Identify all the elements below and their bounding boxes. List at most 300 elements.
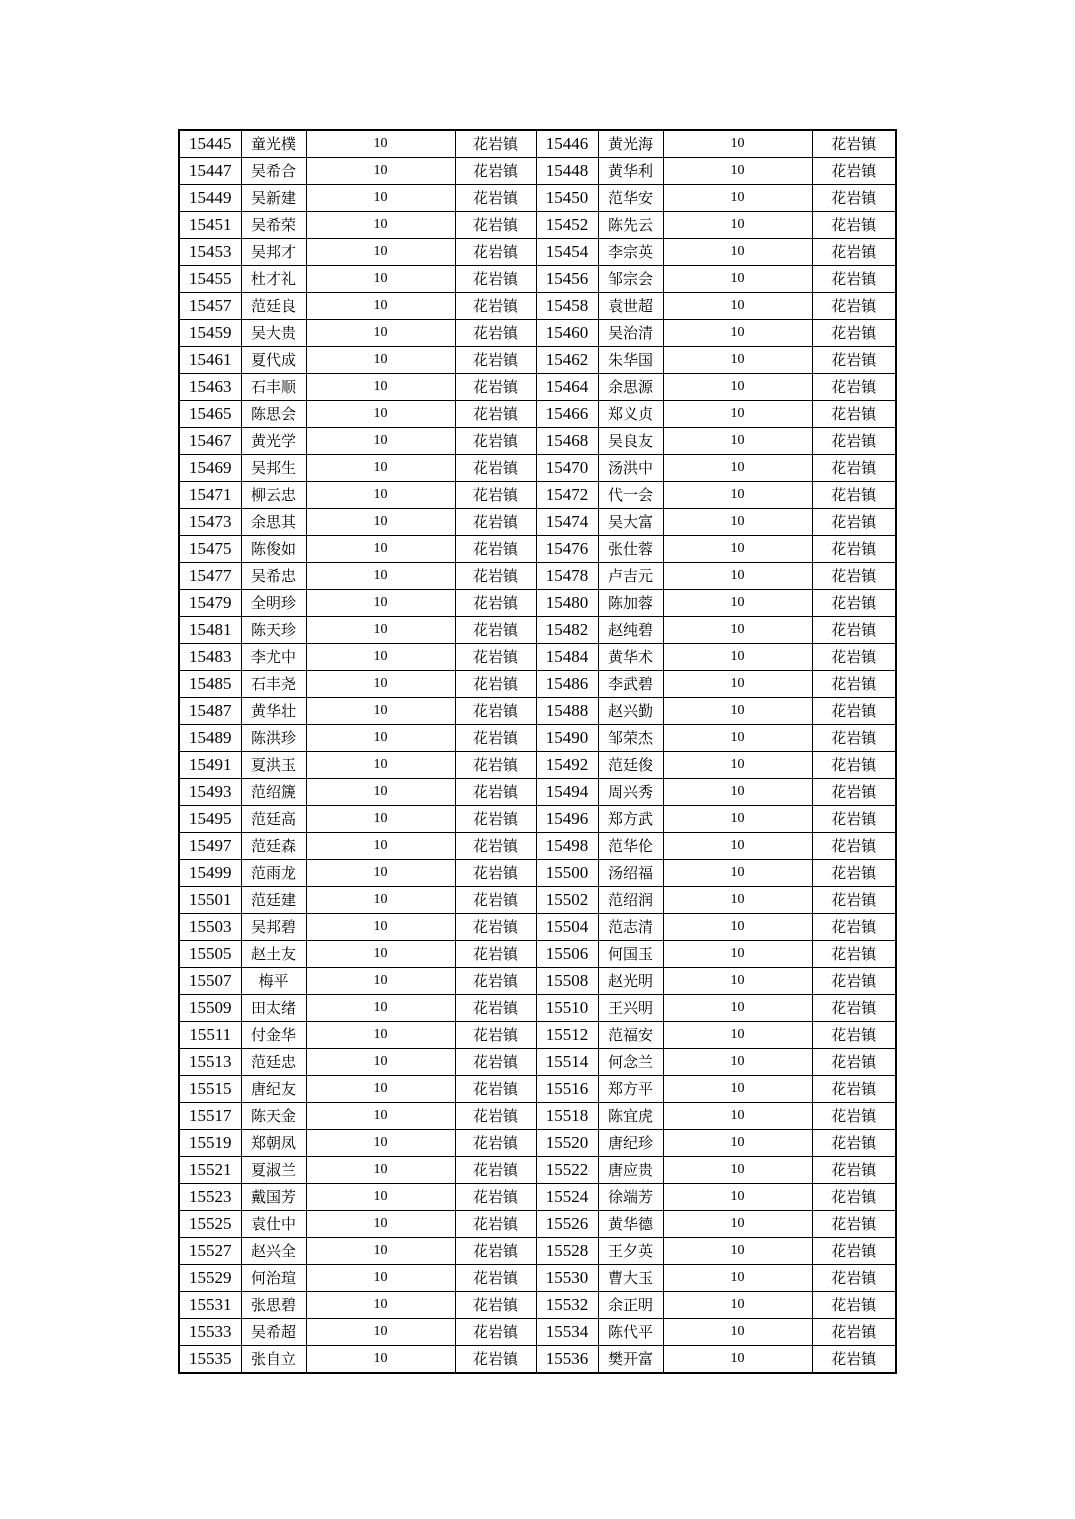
left-amount-cell: 10 — [306, 1211, 455, 1238]
right-name-cell: 黄光海 — [598, 130, 663, 158]
right-amount-cell: 10 — [663, 428, 812, 455]
right-town-cell: 花岩镇 — [812, 130, 896, 158]
right-name-cell: 赵纯碧 — [598, 617, 663, 644]
left-amount-cell: 10 — [306, 752, 455, 779]
right-amount-cell: 10 — [663, 1238, 812, 1265]
left-amount-cell: 10 — [306, 212, 455, 239]
left-town-cell: 花岩镇 — [455, 644, 536, 671]
table-row — [179, 860, 896, 887]
right-amount-cell: 10 — [663, 1292, 812, 1319]
right-id-cell: 15498 — [536, 833, 598, 860]
left-name-cell: 吴希超 — [241, 1319, 306, 1346]
left-town-cell: 花岩镇 — [455, 266, 536, 293]
right-town-cell: 花岩镇 — [812, 1022, 896, 1049]
right-amount-cell: 10 — [663, 806, 812, 833]
right-id-cell: 15500 — [536, 860, 598, 887]
right-amount-cell: 10 — [663, 1103, 812, 1130]
right-name-cell: 李宗英 — [598, 239, 663, 266]
table-row — [179, 833, 896, 860]
left-id-cell: 15505 — [179, 941, 241, 968]
right-amount-cell: 10 — [663, 509, 812, 536]
right-town-cell: 花岩镇 — [812, 1319, 896, 1346]
right-amount-cell: 10 — [663, 158, 812, 185]
right-town-cell: 花岩镇 — [812, 860, 896, 887]
right-amount-cell: 10 — [663, 860, 812, 887]
right-amount-cell: 10 — [663, 968, 812, 995]
right-name-cell: 卢吉元 — [598, 563, 663, 590]
right-town-cell: 花岩镇 — [812, 293, 896, 320]
left-town-cell: 花岩镇 — [455, 860, 536, 887]
table-row — [179, 806, 896, 833]
table-row — [179, 1130, 896, 1157]
left-amount-cell: 10 — [306, 617, 455, 644]
left-amount-cell: 10 — [306, 158, 455, 185]
right-id-cell: 15518 — [536, 1103, 598, 1130]
left-town-cell: 花岩镇 — [455, 401, 536, 428]
left-name-cell: 张自立 — [241, 1346, 306, 1374]
left-amount-cell: 10 — [306, 185, 455, 212]
roster-table-body — [179, 130, 896, 1373]
left-name-cell: 赵兴全 — [241, 1238, 306, 1265]
right-town-cell: 花岩镇 — [812, 158, 896, 185]
right-id-cell: 15470 — [536, 455, 598, 482]
right-town-cell: 花岩镇 — [812, 806, 896, 833]
right-town-cell: 花岩镇 — [812, 482, 896, 509]
left-town-cell: 花岩镇 — [455, 1292, 536, 1319]
left-name-cell: 范廷建 — [241, 887, 306, 914]
right-town-cell: 花岩镇 — [812, 239, 896, 266]
left-amount-cell: 10 — [306, 644, 455, 671]
left-name-cell: 柳云忠 — [241, 482, 306, 509]
right-town-cell: 花岩镇 — [812, 1238, 896, 1265]
left-id-cell: 15473 — [179, 509, 241, 536]
left-town-cell: 花岩镇 — [455, 779, 536, 806]
left-name-cell: 张思碧 — [241, 1292, 306, 1319]
table-row — [179, 185, 896, 212]
left-name-cell: 石丰顺 — [241, 374, 306, 401]
right-id-cell: 15488 — [536, 698, 598, 725]
left-amount-cell: 10 — [306, 1319, 455, 1346]
right-town-cell: 花岩镇 — [812, 1346, 896, 1374]
right-name-cell: 余思源 — [598, 374, 663, 401]
right-amount-cell: 10 — [663, 617, 812, 644]
left-name-cell: 吴希合 — [241, 158, 306, 185]
right-amount-cell: 10 — [663, 590, 812, 617]
left-amount-cell: 10 — [306, 320, 455, 347]
table-row — [179, 320, 896, 347]
left-amount-cell: 10 — [306, 482, 455, 509]
right-town-cell: 花岩镇 — [812, 941, 896, 968]
left-id-cell: 15529 — [179, 1265, 241, 1292]
right-name-cell: 赵兴勤 — [598, 698, 663, 725]
left-id-cell: 15535 — [179, 1346, 241, 1374]
right-name-cell: 汤洪中 — [598, 455, 663, 482]
left-town-cell: 花岩镇 — [455, 1049, 536, 1076]
left-name-cell: 吴邦生 — [241, 455, 306, 482]
right-name-cell: 何念兰 — [598, 1049, 663, 1076]
right-name-cell: 李武碧 — [598, 671, 663, 698]
left-town-cell: 花岩镇 — [455, 1076, 536, 1103]
right-name-cell: 范廷俊 — [598, 752, 663, 779]
left-name-cell: 何治瑄 — [241, 1265, 306, 1292]
right-amount-cell: 10 — [663, 374, 812, 401]
left-amount-cell: 10 — [306, 860, 455, 887]
right-town-cell: 花岩镇 — [812, 1076, 896, 1103]
left-id-cell: 15493 — [179, 779, 241, 806]
left-name-cell: 付金华 — [241, 1022, 306, 1049]
table-row — [179, 482, 896, 509]
right-amount-cell: 10 — [663, 1076, 812, 1103]
right-name-cell: 朱华国 — [598, 347, 663, 374]
right-town-cell: 花岩镇 — [812, 455, 896, 482]
left-amount-cell: 10 — [306, 995, 455, 1022]
right-id-cell: 15458 — [536, 293, 598, 320]
right-id-cell: 15508 — [536, 968, 598, 995]
left-town-cell: 花岩镇 — [455, 887, 536, 914]
right-town-cell: 花岩镇 — [812, 914, 896, 941]
table-row — [179, 671, 896, 698]
right-amount-cell: 10 — [663, 1346, 812, 1374]
right-name-cell: 范华伦 — [598, 833, 663, 860]
left-name-cell: 吴大贵 — [241, 320, 306, 347]
right-amount-cell: 10 — [663, 1049, 812, 1076]
left-id-cell: 15457 — [179, 293, 241, 320]
left-town-cell: 花岩镇 — [455, 1157, 536, 1184]
left-town-cell: 花岩镇 — [455, 698, 536, 725]
right-name-cell: 范志清 — [598, 914, 663, 941]
left-id-cell: 15453 — [179, 239, 241, 266]
right-id-cell: 15480 — [536, 590, 598, 617]
table-row — [179, 347, 896, 374]
right-name-cell: 邹荣杰 — [598, 725, 663, 752]
right-town-cell: 花岩镇 — [812, 968, 896, 995]
left-id-cell: 15519 — [179, 1130, 241, 1157]
left-id-cell: 15517 — [179, 1103, 241, 1130]
right-id-cell: 15462 — [536, 347, 598, 374]
left-amount-cell: 10 — [306, 806, 455, 833]
right-id-cell: 15512 — [536, 1022, 598, 1049]
left-id-cell: 15467 — [179, 428, 241, 455]
left-id-cell: 15455 — [179, 266, 241, 293]
left-town-cell: 花岩镇 — [455, 509, 536, 536]
left-id-cell: 15479 — [179, 590, 241, 617]
left-amount-cell: 10 — [306, 455, 455, 482]
right-town-cell: 花岩镇 — [812, 1211, 896, 1238]
left-id-cell: 15525 — [179, 1211, 241, 1238]
left-name-cell: 吴邦才 — [241, 239, 306, 266]
table-row — [179, 968, 896, 995]
left-amount-cell: 10 — [306, 1265, 455, 1292]
left-amount-cell: 10 — [306, 887, 455, 914]
right-name-cell: 范福安 — [598, 1022, 663, 1049]
right-name-cell: 王夕英 — [598, 1238, 663, 1265]
left-town-cell: 花岩镇 — [455, 239, 536, 266]
table-row — [179, 374, 896, 401]
left-name-cell: 范绍篪 — [241, 779, 306, 806]
right-id-cell: 15448 — [536, 158, 598, 185]
left-name-cell: 范廷森 — [241, 833, 306, 860]
left-town-cell: 花岩镇 — [455, 347, 536, 374]
right-amount-cell: 10 — [663, 130, 812, 158]
table-row — [179, 1076, 896, 1103]
right-name-cell: 黄华术 — [598, 644, 663, 671]
right-name-cell: 唐应贵 — [598, 1157, 663, 1184]
right-name-cell: 郑方平 — [598, 1076, 663, 1103]
table-row — [179, 1211, 896, 1238]
left-id-cell: 15481 — [179, 617, 241, 644]
right-id-cell: 15496 — [536, 806, 598, 833]
table-row — [179, 1184, 896, 1211]
left-town-cell: 花岩镇 — [455, 1184, 536, 1211]
left-town-cell: 花岩镇 — [455, 941, 536, 968]
right-town-cell: 花岩镇 — [812, 320, 896, 347]
right-town-cell: 花岩镇 — [812, 1157, 896, 1184]
left-amount-cell: 10 — [306, 1130, 455, 1157]
right-id-cell: 15526 — [536, 1211, 598, 1238]
left-amount-cell: 10 — [306, 1076, 455, 1103]
right-town-cell: 花岩镇 — [812, 590, 896, 617]
left-id-cell: 15485 — [179, 671, 241, 698]
right-town-cell: 花岩镇 — [812, 401, 896, 428]
right-name-cell: 樊开富 — [598, 1346, 663, 1374]
right-amount-cell: 10 — [663, 779, 812, 806]
left-town-cell: 花岩镇 — [455, 968, 536, 995]
left-id-cell: 15471 — [179, 482, 241, 509]
right-id-cell: 15514 — [536, 1049, 598, 1076]
right-amount-cell: 10 — [663, 698, 812, 725]
right-town-cell: 花岩镇 — [812, 374, 896, 401]
right-town-cell: 花岩镇 — [812, 779, 896, 806]
left-name-cell: 黄华壮 — [241, 698, 306, 725]
left-name-cell: 陈天珍 — [241, 617, 306, 644]
left-name-cell: 石丰尧 — [241, 671, 306, 698]
right-name-cell: 范绍润 — [598, 887, 663, 914]
table-row — [179, 1157, 896, 1184]
right-id-cell: 15468 — [536, 428, 598, 455]
table-row — [179, 455, 896, 482]
left-name-cell: 童光樸 — [241, 130, 306, 158]
right-name-cell: 曹大玉 — [598, 1265, 663, 1292]
right-amount-cell: 10 — [663, 482, 812, 509]
table-row — [179, 212, 896, 239]
left-town-cell: 花岩镇 — [455, 1319, 536, 1346]
left-id-cell: 15515 — [179, 1076, 241, 1103]
right-id-cell: 15516 — [536, 1076, 598, 1103]
table-row — [179, 509, 896, 536]
right-id-cell: 15510 — [536, 995, 598, 1022]
right-amount-cell: 10 — [663, 1211, 812, 1238]
right-town-cell: 花岩镇 — [812, 887, 896, 914]
right-id-cell: 15478 — [536, 563, 598, 590]
right-town-cell: 花岩镇 — [812, 671, 896, 698]
left-town-cell: 花岩镇 — [455, 995, 536, 1022]
right-town-cell: 花岩镇 — [812, 1049, 896, 1076]
right-id-cell: 15490 — [536, 725, 598, 752]
right-id-cell: 15502 — [536, 887, 598, 914]
right-id-cell: 15520 — [536, 1130, 598, 1157]
left-amount-cell: 10 — [306, 266, 455, 293]
left-name-cell: 范廷良 — [241, 293, 306, 320]
left-id-cell: 15499 — [179, 860, 241, 887]
right-name-cell: 吴治清 — [598, 320, 663, 347]
right-name-cell: 余正明 — [598, 1292, 663, 1319]
left-id-cell: 15527 — [179, 1238, 241, 1265]
left-amount-cell: 10 — [306, 941, 455, 968]
left-id-cell: 15531 — [179, 1292, 241, 1319]
right-id-cell: 15522 — [536, 1157, 598, 1184]
table-row — [179, 266, 896, 293]
left-name-cell: 陈思会 — [241, 401, 306, 428]
right-name-cell: 汤绍福 — [598, 860, 663, 887]
right-id-cell: 15454 — [536, 239, 598, 266]
right-amount-cell: 10 — [663, 455, 812, 482]
right-name-cell: 张仕蓉 — [598, 536, 663, 563]
right-town-cell: 花岩镇 — [812, 428, 896, 455]
right-id-cell: 15460 — [536, 320, 598, 347]
right-town-cell: 花岩镇 — [812, 617, 896, 644]
right-amount-cell: 10 — [663, 320, 812, 347]
left-town-cell: 花岩镇 — [455, 1265, 536, 1292]
table-row — [179, 158, 896, 185]
left-name-cell: 全明珍 — [241, 590, 306, 617]
right-town-cell: 花岩镇 — [812, 698, 896, 725]
left-amount-cell: 10 — [306, 833, 455, 860]
left-id-cell: 15487 — [179, 698, 241, 725]
right-name-cell: 郑方武 — [598, 806, 663, 833]
table-row — [179, 914, 896, 941]
right-name-cell: 郑义贞 — [598, 401, 663, 428]
right-amount-cell: 10 — [663, 1130, 812, 1157]
right-amount-cell: 10 — [663, 401, 812, 428]
right-name-cell: 陈代平 — [598, 1319, 663, 1346]
left-amount-cell: 10 — [306, 1157, 455, 1184]
left-town-cell: 花岩镇 — [455, 1238, 536, 1265]
right-name-cell: 袁世超 — [598, 293, 663, 320]
left-name-cell: 范廷高 — [241, 806, 306, 833]
left-amount-cell: 10 — [306, 239, 455, 266]
table-row — [179, 698, 896, 725]
right-name-cell: 周兴秀 — [598, 779, 663, 806]
table-row — [179, 887, 896, 914]
right-id-cell: 15474 — [536, 509, 598, 536]
left-town-cell: 花岩镇 — [455, 725, 536, 752]
right-town-cell: 花岩镇 — [812, 1292, 896, 1319]
left-town-cell: 花岩镇 — [455, 374, 536, 401]
left-amount-cell: 10 — [306, 1238, 455, 1265]
right-amount-cell: 10 — [663, 347, 812, 374]
right-town-cell: 花岩镇 — [812, 1130, 896, 1157]
right-id-cell: 15464 — [536, 374, 598, 401]
table-row — [179, 563, 896, 590]
left-name-cell: 袁仕中 — [241, 1211, 306, 1238]
right-town-cell: 花岩镇 — [812, 995, 896, 1022]
right-id-cell: 15484 — [536, 644, 598, 671]
left-town-cell: 花岩镇 — [455, 482, 536, 509]
right-amount-cell: 10 — [663, 995, 812, 1022]
right-id-cell: 15494 — [536, 779, 598, 806]
left-name-cell: 杜才礼 — [241, 266, 306, 293]
left-id-cell: 15507 — [179, 968, 241, 995]
right-amount-cell: 10 — [663, 833, 812, 860]
left-id-cell: 15521 — [179, 1157, 241, 1184]
left-id-cell: 15497 — [179, 833, 241, 860]
right-town-cell: 花岩镇 — [812, 725, 896, 752]
table-row — [179, 644, 896, 671]
left-name-cell: 夏代成 — [241, 347, 306, 374]
left-town-cell: 花岩镇 — [455, 320, 536, 347]
left-amount-cell: 10 — [306, 130, 455, 158]
left-town-cell: 花岩镇 — [455, 428, 536, 455]
left-town-cell: 花岩镇 — [455, 914, 536, 941]
left-amount-cell: 10 — [306, 563, 455, 590]
left-amount-cell: 10 — [306, 428, 455, 455]
left-name-cell: 唐纪友 — [241, 1076, 306, 1103]
right-id-cell: 15456 — [536, 266, 598, 293]
right-name-cell: 吴良友 — [598, 428, 663, 455]
right-name-cell: 陈加蓉 — [598, 590, 663, 617]
right-id-cell: 15472 — [536, 482, 598, 509]
left-name-cell: 戴国芳 — [241, 1184, 306, 1211]
left-amount-cell: 10 — [306, 698, 455, 725]
right-amount-cell: 10 — [663, 887, 812, 914]
right-amount-cell: 10 — [663, 752, 812, 779]
left-amount-cell: 10 — [306, 374, 455, 401]
left-name-cell: 李尤中 — [241, 644, 306, 671]
right-town-cell: 花岩镇 — [812, 509, 896, 536]
table-row — [179, 536, 896, 563]
table-row — [179, 401, 896, 428]
left-amount-cell: 10 — [306, 1103, 455, 1130]
right-amount-cell: 10 — [663, 941, 812, 968]
right-id-cell: 15486 — [536, 671, 598, 698]
left-id-cell: 15469 — [179, 455, 241, 482]
left-amount-cell: 10 — [306, 293, 455, 320]
right-amount-cell: 10 — [663, 293, 812, 320]
left-name-cell: 吴希荣 — [241, 212, 306, 239]
table-row — [179, 617, 896, 644]
table-row — [179, 1265, 896, 1292]
left-name-cell: 吴希忠 — [241, 563, 306, 590]
left-id-cell: 15495 — [179, 806, 241, 833]
left-id-cell: 15509 — [179, 995, 241, 1022]
right-town-cell: 花岩镇 — [812, 212, 896, 239]
left-name-cell: 黄光学 — [241, 428, 306, 455]
left-id-cell: 15447 — [179, 158, 241, 185]
right-town-cell: 花岩镇 — [812, 1265, 896, 1292]
left-amount-cell: 10 — [306, 779, 455, 806]
right-amount-cell: 10 — [663, 644, 812, 671]
right-id-cell: 15466 — [536, 401, 598, 428]
left-town-cell: 花岩镇 — [455, 1130, 536, 1157]
table-row — [179, 130, 896, 158]
left-id-cell: 15501 — [179, 887, 241, 914]
right-name-cell: 代一会 — [598, 482, 663, 509]
right-name-cell: 陈宜虎 — [598, 1103, 663, 1130]
right-amount-cell: 10 — [663, 536, 812, 563]
left-id-cell: 15477 — [179, 563, 241, 590]
right-name-cell: 徐端芳 — [598, 1184, 663, 1211]
right-town-cell: 花岩镇 — [812, 536, 896, 563]
right-id-cell: 15524 — [536, 1184, 598, 1211]
left-id-cell: 15463 — [179, 374, 241, 401]
left-town-cell: 花岩镇 — [455, 130, 536, 158]
table-row — [179, 1292, 896, 1319]
right-town-cell: 花岩镇 — [812, 266, 896, 293]
left-name-cell: 范雨龙 — [241, 860, 306, 887]
right-id-cell: 15536 — [536, 1346, 598, 1374]
left-amount-cell: 10 — [306, 509, 455, 536]
right-town-cell: 花岩镇 — [812, 347, 896, 374]
